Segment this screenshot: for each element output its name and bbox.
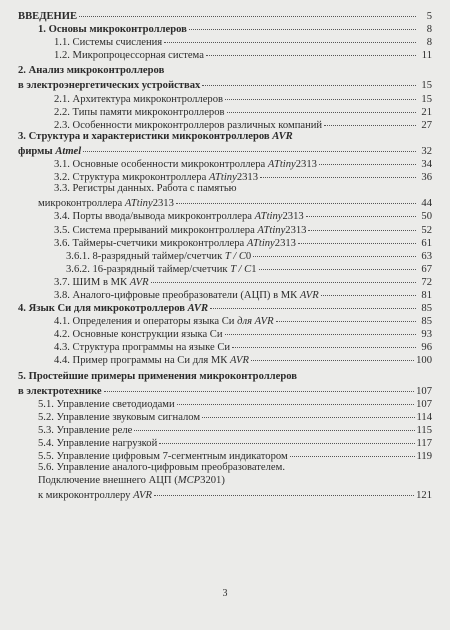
toc-entry-chapter-5-line1: 5. Простейшие примеры применения микроконтроллеров [18,370,297,382]
leader-dots [319,154,416,165]
leader-dots [227,102,416,113]
table-of-contents [18,8,432,500]
leader-dots [164,32,416,43]
leader-dots [202,407,414,418]
toc-entry-5-1: 5.1. Управление светодиодами 107 [18,396,432,409]
leader-dots [177,394,414,405]
leader-dots [306,206,416,217]
toc-entry-intro: ВВЕДЕНИЕ 5 [18,8,432,21]
leader-dots [276,311,416,322]
leader-dots [321,285,416,296]
toc-entry-4-4: 4.4. Пример программы на Си для МК AVR 100 [18,352,432,365]
leader-dots [79,6,416,17]
toc-entry-5-5: 5.5. Управление цифровым 7-сегментным индикатором 119 [18,448,432,461]
toc-entry-4-1: 4.1. Определения и операторы языка Си для AVR 85 [18,313,432,326]
toc-entry-3-4: 3.4. Порты ввода/вывода микроконтроллера ATtiny2313 50 [18,208,432,221]
toc-entry-chapter-3-line2: фирмы Atmel 32 [18,143,432,156]
toc-entry-5-3: 5.3. Управление реле 115 [18,422,432,435]
toc-entry-chapter-3-line1: 3. Структура и характеристики микроконтроллеров AVR [18,130,293,142]
toc-entry-3-1: 3.1. Основные особенности микроконтроллера ATtiny2313 34 [18,156,432,169]
leader-dots [324,115,416,126]
leader-dots [210,298,416,309]
toc-entry-3-8: 3.8. Аналого-цифровые преобразователи (АЦП) в МК AVR 81 [18,287,432,300]
leader-dots [159,433,414,444]
leader-dots [176,193,416,204]
leader-dots [202,75,416,86]
leader-dots [154,485,414,496]
leader-dots [225,324,416,335]
leader-dots [251,350,414,361]
toc-entry-chapter-5-line2: в электротехнике 107 [18,383,432,396]
toc-entry-5-2: 5.2. Управление звуковым сигналом 114 [18,409,432,422]
toc-entry-chapter-4: 4. Язык Си для микрокотроллеров AVR 85 [18,300,432,313]
leader-dots [104,381,414,392]
leader-dots [298,233,416,244]
toc-entry-2-1: 2.1. Архитектура микроконтроллеров 15 [18,91,432,104]
toc-entry-3-6-2: 3.6.2. 16-разрядный таймер/счетчик T / C1 67 [18,261,432,274]
toc-entry-3-7: 3.7. ШИМ в МК AVR 72 [18,274,432,287]
leader-dots [290,446,415,457]
toc-entry-5-6-line2: Подключение внешнего АЦП (MCP3201) [38,475,225,487]
toc-entry-2-3: 2.3. Особенности микроконтроллеров различных компаний 27 [18,117,432,130]
toc-entry-3-3-line2: микроконтроллера ATtiny2313 44 [18,195,432,208]
leader-dots [83,141,416,152]
toc-entry-4-3: 4.3. Структура программы на языке Си 96 [18,339,432,352]
toc-entry-1-1: 1.1. Системы счисления 8 [18,34,432,47]
toc-entry-3-2: 3.2. Структура микроконтроллера ATtiny2313 36 [18,169,432,182]
toc-entry-chapter-2-line1: 2. Анализ микроконтроллеров [18,65,165,77]
leader-dots [134,420,414,431]
toc-entry-5-4: 5.4. Управление нагрузкой 117 [18,435,432,448]
leader-dots [308,220,416,231]
toc-entry-3-5: 3.5. Система прерываний микроконтроллера ATtiny2313 52 [18,222,432,235]
leader-dots [259,259,417,270]
toc-entry-1-2: 1.2. Микропроцессорная система 11 [18,47,432,60]
toc-entry-chapter-1: 1. Основы микроконтроллеров 8 [18,21,432,34]
leader-dots [206,45,416,56]
leader-dots [260,167,416,178]
leader-dots [189,19,416,30]
toc-entry-chapter-2-line2: в электроэнергетических устройствах 15 [18,77,432,90]
leader-dots [225,89,416,100]
leader-dots [151,272,416,283]
leader-dots [232,337,416,348]
toc-entry-4-2: 4.2. Основные конструкции языка Си 93 [18,326,432,339]
toc-entry-2-2: 2.2. Типы памяти микроконтроллеров 21 [18,104,432,117]
toc-entry-5-6-line1: 5.6. Управление аналого-цифровым преобразователем. [38,462,285,474]
toc-entry-5-6-line3: к микроконтроллеру AVR 121 [18,487,432,500]
toc-entry-3-3-line1: 3.3. Регистры данных. Работа с памятью [54,183,237,195]
page-number: 3 [222,588,228,599]
toc-entry-3-6: 3.6. Таймеры-счетчики микроконтроллера ATtiny2313 61 [18,235,432,248]
leader-dots [253,246,416,257]
toc-entry-3-6-1: 3.6.1. 8-разрядный таймер/счетчик T / C0 63 [18,248,432,261]
